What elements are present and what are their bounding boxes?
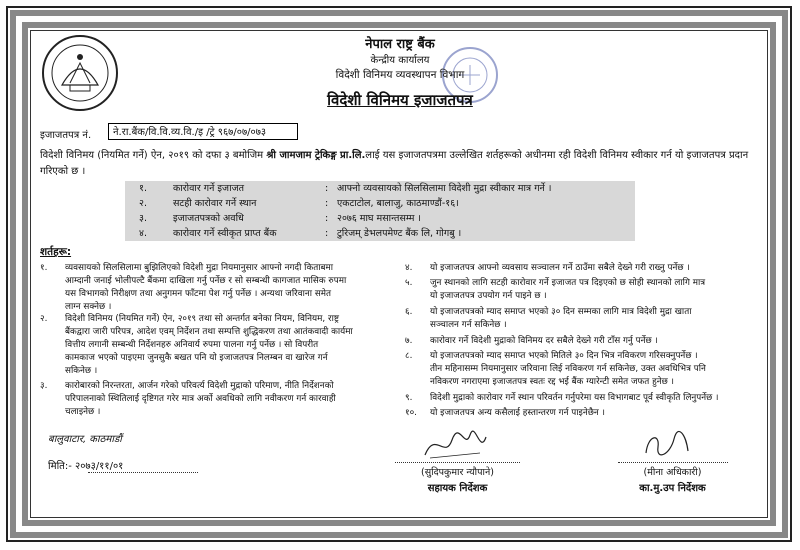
term-text <box>430 277 705 303</box>
term-text <box>430 350 706 389</box>
issue-date: मिति:- २०७३/११/०१ <box>48 461 124 472</box>
term-number: २. <box>40 314 48 324</box>
info-row-value: एकटाटोल, बालाजु, काठमाण्डौं-१६। <box>337 198 459 209</box>
term-line: यस विभागको निरीक्षण तथा अनुगमन फाँटमा पेश गर्नु पर्नेछ । अन्यथा जरिवाना समेत <box>65 289 332 299</box>
term-clause <box>405 262 765 276</box>
info-row-label: इजाजतपत्रको अवधि <box>173 213 244 224</box>
info-row-number: ४. <box>139 228 147 239</box>
term-line: कामकाज भएको पाइएमा जुनसुकै बखत पनि यो इजाजतपत्र निलम्बन वा खारेज गर्न <box>65 353 328 363</box>
term-text <box>430 262 690 275</box>
term-clause <box>405 350 765 390</box>
term-text <box>65 313 353 378</box>
term-text <box>65 380 336 419</box>
term-number: १. <box>40 263 48 273</box>
license-info-table <box>125 181 635 241</box>
term-number: ३. <box>40 381 48 391</box>
term-number: १०. <box>405 408 417 418</box>
term-line: यो इजाजतपत्र अन्य कसैलाई हस्तान्तरण गर्न पाइनेछैन । <box>430 408 605 418</box>
term-number: ४. <box>405 263 413 273</box>
department-name: विदेशी विनिमय व्यवस्थापन विभाग <box>335 69 465 81</box>
term-number: ७. <box>405 336 413 346</box>
info-row <box>125 226 635 241</box>
term-line: बैंकद्वारा जारी परिपत्र, आदेश एवम् निर्देशन तथा सम्पत्ति शुद्धिकरण तथा आतंकवादी कार्यमा <box>65 327 353 337</box>
term-line: यो इजाजतपत्रको म्याद समाप्त भएको ३० दिन सम्मका लागि मात्र विदेशी मुद्रा खाता <box>430 307 692 317</box>
permit-number-value: ने.रा.बैंक/वि.वि.व्य.वि./इ /ट्रे ९६७/०७/०७३ <box>108 123 298 140</box>
term-clause <box>405 407 765 421</box>
term-number: ५. <box>405 278 413 288</box>
term-line: जुन स्थानको लागि सटही कारोवार गर्ने इजाजत पत्र दिइएको छ सोही स्थानको लागि मात्र <box>430 278 706 288</box>
term-clause <box>405 306 765 334</box>
term-number: ६. <box>405 307 413 317</box>
term-line: परिपालनाको स्थितिलाई दृष्टिगत गरेर मात्र अर्को अवधिको लागि नवीकरण गर्न कारवाही <box>65 394 336 404</box>
info-row-value: २०७६ माघ मसान्तसम्म । <box>337 213 422 224</box>
term-line: कारोबारको निरन्तरता, आर्जन गरेको परिवर्त्य विदेशी मुद्राको परिमाण, नीति निर्देशनको <box>65 381 334 391</box>
info-row-label: सटही कारोवार गर्ने स्थान <box>173 198 257 209</box>
term-clause <box>40 313 385 381</box>
info-row-value: टुरिजम् डेभलपमेण्ट बैंक लि, गोगबु । <box>337 228 462 239</box>
info-row <box>125 181 635 196</box>
info-row-colon: : <box>325 183 329 194</box>
document-title: विदेशी विनिमय इजाजतपत्र <box>327 91 473 109</box>
term-clause <box>40 262 385 317</box>
signatory-1-name: (सुदिपकुमार न्यौपाने) <box>421 467 494 478</box>
info-row-colon: : <box>325 213 329 224</box>
term-line: नविकरण नगराएमा इजाजतपत्र स्वतः रद्द भई बैंक ग्यारेन्टी समेत जफत हुनेछ । <box>430 377 674 387</box>
term-number: ९. <box>405 393 413 403</box>
term-clause <box>405 392 765 406</box>
term-line: यो इजाजतपत्र आफ्नो व्यवसाय सञ्चालन गर्ने ठाउँमा सबैले देख्ने गरी राख्नु पर्नेछ । <box>430 263 690 273</box>
term-clause <box>40 380 385 422</box>
term-line: विदेशी मुद्राको कारोवार गर्ने स्थान परिवर्तन गर्नुपरेमा यस विभागबाट पूर्व स्वीकृति लिनुपर्नेछ । <box>430 393 719 403</box>
info-row <box>125 211 635 226</box>
date-underline <box>88 472 198 473</box>
company-name: श्री जामजाम ट्रेकिङ्ग प्रा.लि. <box>266 150 366 161</box>
terms-heading: शर्तहरू: <box>40 246 72 258</box>
info-row <box>125 196 635 211</box>
term-line: यो इजाजतपत्रको म्याद समाप्त भएको मितिले ३० दिन भित्र नविकरण गरिसक्नुपर्नेछ । <box>430 351 698 361</box>
term-line: सञ्चालन गर्न सकिनेछ । <box>430 320 507 330</box>
office-name: केन्द्रीय कार्यालय <box>370 55 430 66</box>
bank-name: नेपाल राष्ट्र बैंक <box>365 37 435 52</box>
signatory-2-title: का.मु.उप निर्देशक <box>639 483 706 494</box>
term-text <box>430 407 605 420</box>
term-line: कारोवार गर्ने विदेशी मुद्राको विनिमय दर सबैले देख्ने गरी टाँस गर्नु पर्नेछ । <box>430 336 658 346</box>
info-row-colon: : <box>325 228 329 239</box>
intro-text-1: विदेशी विनिमय (नियमित गर्ने) ऐन, २०१९ को दफा ३ बमोजिम <box>40 150 267 161</box>
term-line: चलाइनेछ । <box>65 407 101 417</box>
info-row-number: ३. <box>139 213 147 224</box>
term-line: लाग्न सक्नेछ । <box>65 302 112 312</box>
info-row-label: कारोवार गर्ने इजाजत <box>173 183 245 194</box>
intro-text-2: लाई यस इजाजतपत्रमा उल्लेखित शर्तहरूको अधीनमा रही विदेशी विनिमय स्वीकार गर्न यो इजाजतपत्र प्रदान गरिएको छ । <box>40 150 749 177</box>
info-row-colon: : <box>325 198 329 209</box>
signature-1-line <box>395 462 520 463</box>
term-text <box>65 262 346 314</box>
term-clause <box>405 335 765 349</box>
term-line: आम्दानी जनाई भोलीपल्टै बैंकमा दाखिला गर्नु पर्नेछ र सो सम्बन्धी कागजात मासिक रुपमा <box>65 276 347 286</box>
term-line: यो इजाजतपत्र उपयोग गर्न पाइने छ । <box>430 291 547 301</box>
term-clause <box>405 277 765 305</box>
term-line: व्यवसायको सिलसिलामा बुझिलिएको विदेशी मुद्रा नियमानुसार आफ्नो नगदी किताबमा <box>65 263 334 273</box>
term-line: सकिनेछ । <box>65 366 98 376</box>
term-line: तीन महिनासम्म नियमानुसार जरिवाना लिई नविकरण गर्न सकिनेछ, उक्त अवधिभित्र पनि <box>430 364 706 374</box>
info-row-number: २. <box>139 198 147 209</box>
info-row-number: १. <box>139 183 147 194</box>
permit-number-label: इजाजतपत्र नं. <box>40 130 92 141</box>
signature-1-icon <box>420 425 490 465</box>
term-text <box>430 306 692 332</box>
issue-place: बालुवाटार, काठमाडौं <box>48 434 122 445</box>
term-line: वित्तीय लगानी सम्बन्धी निर्देशनहरु अनिवार्य रुपमा पालना गर्नु पर्नेछ । सो विपरीत <box>65 340 319 350</box>
intro-paragraph <box>40 148 765 180</box>
term-text <box>430 392 718 405</box>
signature-2-line <box>618 462 728 463</box>
signatory-2-name: (मीना अधिकारी) <box>643 467 702 478</box>
term-number: ८. <box>405 351 413 361</box>
info-row-value: आफ्नो व्यवसायको सिलसिलामा विदेशी मुद्रा स्वीकार मात्र गर्ने । <box>337 183 552 194</box>
signatory-1-title: सहायक निर्देशक <box>427 483 488 494</box>
signature-2-icon <box>640 425 695 465</box>
term-line: विदेशी विनिमय (नियमित गर्ने) ऐन, २०१९ तथा सो अन्तर्गत बनेका नियम, विनियम, राष्ट्र <box>65 314 340 324</box>
info-row-label: कारोवार गर्ने स्वीकृत प्राप्त बैंक <box>173 228 277 239</box>
term-text <box>430 335 658 348</box>
